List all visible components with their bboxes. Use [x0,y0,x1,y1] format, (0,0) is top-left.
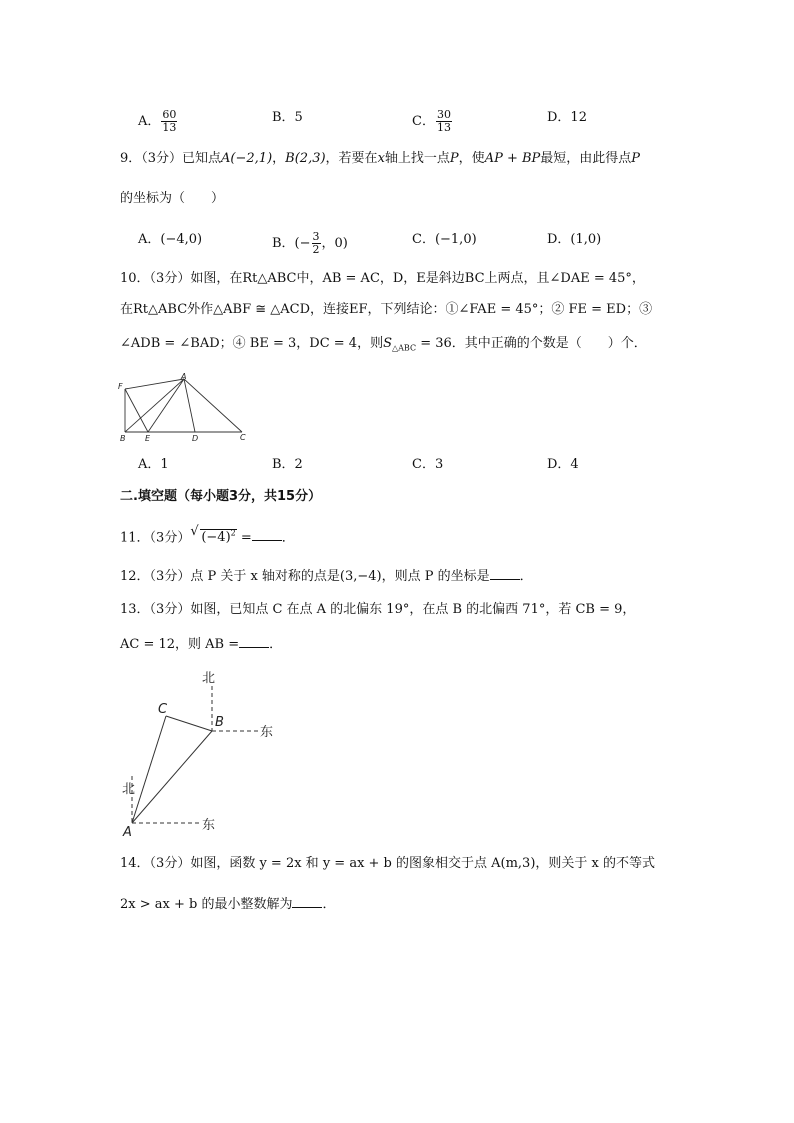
q14-line2 [120,893,335,914]
q13-line1: 13．（3分）如图，已知点 C 在点 A 的北偏东 19°，在点 B 的北偏西 71°，若 CB = 9， [120,602,636,617]
q10-label-c: C [240,433,246,442]
q12-text: 12．（3分）点 P 关于 x 轴对称的点是(3,−4)，则点 P 的坐标是 [120,569,490,584]
q13-label-b: B [215,715,224,730]
q8-option-a [138,109,178,134]
q10-line1: 10．（3分）如图，在Rt△ABC中，AB = AC，D，E是斜边BC上两点，且∠DAE = 45°， [120,271,645,286]
q9-p-end: P [631,151,641,166]
q14-line1: 14．（3分）如图，函数 y = 2x 和 y = ax + b 的图象相交于点 A(m,3)，则关于 x 的不等式 [120,856,655,871]
q8-option-d: D．12 [547,110,587,125]
q13-line-ab [132,731,212,823]
q11-sqrt [190,525,236,547]
q12-end: ． [519,569,533,584]
q12-answer-blank[interactable] [490,565,520,580]
q9-option-b-pre: B．(− [272,236,311,251]
q8-option-b: B．5 [272,110,303,125]
q10-line3-end: = 36．其中正确的个数是（ ）个． [416,336,647,351]
q9-option-a: A．(−4,0) [138,232,203,247]
q13-label-east-bottom: 东 [202,818,216,833]
q13-line-cb [166,716,212,731]
q9-point-b: B(2,3) [285,151,326,166]
q8-option-a-numerator: 60 [162,108,177,121]
q13-line2 [120,633,282,654]
q8-option-a-denominator: 13 [162,121,177,134]
q13-end: ． [269,637,283,652]
q8-option-c [412,109,453,134]
q13-label-a: A [123,825,132,838]
q10-line-ae [148,379,184,432]
q9-option-b [272,231,348,256]
q11-sqrt-icon: √ [190,524,199,539]
q10-label-b: B [120,434,126,443]
q9-option-b-fraction [312,231,321,256]
q9-option-b-denominator: 2 [312,243,320,256]
q10-option-a: A．1 [138,457,169,472]
q14-answer-blank[interactable] [292,893,322,908]
q9-line2: 的坐标为（ ） [120,191,225,206]
section-title: 二.填空题（每小题3分，共15分） [120,489,322,504]
q14-end: ． [322,897,336,912]
q10-option-c: C．3 [412,457,444,472]
q9-option-c: C．(−1,0) [412,232,477,247]
q10-label-d: D [192,434,199,443]
q10-area-subscript: △ABC [391,343,417,353]
q11-exponent: 2 [230,529,236,538]
q8-option-a-fraction [161,109,177,134]
q14-line2-text: 2x > ax + b 的最小整数解为 [120,897,293,912]
q11-equals: = [236,530,252,546]
q13-label-east-top: 东 [260,725,274,740]
q9-point-a: A(−2,1) [221,151,273,166]
q11-answer-blank[interactable] [252,526,282,541]
q10-area-s: S [383,336,392,351]
q10-label-e: E [145,434,151,443]
q9-sep: ， [272,151,286,166]
q9-option-d: D．(1,0) [547,232,602,247]
q13-answer-blank[interactable] [239,633,269,648]
q13-label-north-left: 北 [122,782,136,797]
q10-figure [115,372,255,444]
q8-option-a-label: A． [138,114,161,129]
q10-line2: 在Rt△ABC外作△ABF ≅ △ACD，连接EF，下列结论：①∠FAE = 45°；② FE = ED；③ [120,302,653,317]
q9-text-3: 轴上找一点 [384,151,450,166]
q10-option-d: D．4 [547,457,579,472]
q13-line-ac [132,716,166,823]
q8-option-c-denominator: 13 [436,121,451,134]
q11-end: ． [281,530,295,546]
q10-label-f: F [118,382,123,391]
q11-radicand: (−4) [201,530,231,546]
q12 [120,565,533,586]
q13-figure [118,666,288,838]
q9-option-b-numerator: 3 [312,230,320,243]
q10-label-a: A [181,372,187,381]
q13-label-north-top: 北 [202,671,216,686]
q13-label-c: C [158,702,168,717]
q10-line3-text: ∠ADB = ∠BAD；④ BE = 3，DC = 4，则 [120,336,384,351]
q10-option-b: B．2 [272,457,303,472]
q9-line1 [120,150,640,168]
q11 [120,525,295,547]
q9-x: x [377,151,385,166]
q11-prefix: 11．（3分） [120,530,191,546]
q9-text-1: 9．（3分）已知点 [120,151,222,166]
q9-text-2: ，若要在 [325,151,378,166]
q9-text-5: 最短，由此得点 [540,151,632,166]
q9-expr: AP + BP [484,151,541,166]
q10-line-fe [125,389,148,432]
q9-option-b-post: ，0) [321,236,348,251]
q8-option-c-label: C． [412,114,435,129]
q8-option-c-numerator: 30 [436,108,451,121]
q13-line2-text: AC = 12，则 AB = [120,637,240,652]
q8-option-c-fraction [436,109,452,134]
q9-p: P [449,151,459,166]
q9-text-4: ，使 [458,151,485,166]
q10-line-ac [184,379,242,432]
q10-line3 [120,335,647,358]
